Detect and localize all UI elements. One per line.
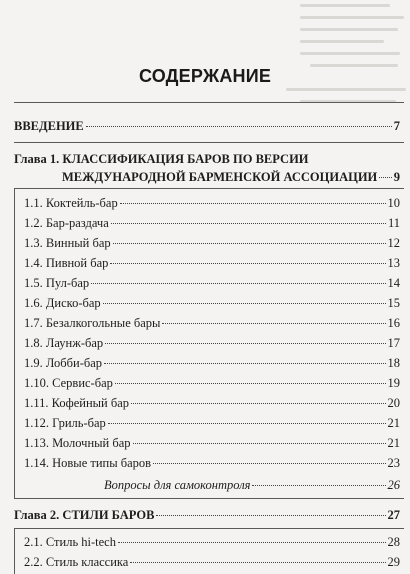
toc-item[interactable] [24, 396, 400, 411]
toc-item[interactable] [24, 555, 400, 570]
toc-item[interactable] [24, 296, 400, 311]
section-divider [14, 142, 404, 143]
toc-item-label: 1.13. Молочный бар [24, 436, 131, 450]
leader-dots [252, 484, 385, 486]
toc-item-label: 2.1. Стиль hi-tech [24, 535, 116, 549]
toc-item-label: 2.2. Стиль классика [24, 555, 129, 569]
toc-entry-intro[interactable] [14, 119, 400, 134]
leader-dots [103, 302, 386, 304]
toc-chapter-1-heading[interactable] [14, 152, 400, 167]
leader-dots [130, 561, 385, 563]
toc-chapter-1-heading-line2[interactable] [62, 170, 400, 185]
toc-item-label: 1.3. Винный бар [24, 236, 111, 250]
toc-page-number: 27 [387, 508, 400, 522]
toc-chapter-label-continued: МЕЖДУНАРОДНОЙ БАРМЕНСКОЙ АССОЦИАЦИИ [62, 170, 378, 184]
toc-item[interactable] [24, 236, 400, 251]
top-divider [14, 102, 404, 103]
toc-item-label: 1.8. Лаунж-бар [24, 336, 104, 350]
toc-page-number: 15 [387, 296, 400, 310]
toc-item-label: Вопросы для самоконтроля [104, 478, 251, 492]
toc-item-label: 1.7. Безалкогольные бары [24, 316, 161, 330]
section-divider [14, 498, 404, 499]
leader-dots [120, 202, 386, 204]
toc-item[interactable] [24, 316, 400, 331]
toc-entry-label: ВВЕДЕНИЕ [14, 119, 84, 133]
toc-chapter-2-heading[interactable] [14, 508, 400, 523]
toc-page-number: 18 [387, 356, 400, 370]
toc-page-number: 20 [387, 396, 400, 410]
toc-chapter-label: Глава 2. СТИЛИ БАРОВ [14, 508, 155, 522]
toc-page-number: 16 [387, 316, 400, 330]
leader-dots [156, 514, 385, 516]
toc-page-number: 17 [387, 336, 400, 350]
toc-page-number: 12 [387, 236, 400, 250]
leader-dots [131, 402, 385, 404]
toc-page-number: 9 [393, 170, 400, 184]
toc-page-number: 7 [393, 119, 400, 133]
section-divider [14, 188, 404, 189]
bleed-through-text [0, 0, 410, 110]
toc-item[interactable] [24, 216, 400, 231]
toc-page-number: 29 [387, 555, 400, 569]
toc-item-label: 1.4. Пивной бар [24, 256, 109, 270]
toc-page-number: 11 [387, 216, 400, 230]
toc-page-number: 23 [387, 456, 400, 470]
leader-dots [110, 262, 385, 264]
toc-page-number: 21 [387, 416, 400, 430]
leader-dots [118, 541, 386, 543]
chapter-1-side-bracket [14, 188, 15, 498]
toc-item-label: 1.12. Гриль-бар [24, 416, 106, 430]
toc-item[interactable] [24, 436, 400, 451]
toc-page-number: 13 [387, 256, 400, 270]
toc-page-number: 26 [387, 478, 400, 492]
toc-item[interactable] [24, 336, 400, 351]
leader-dots [133, 442, 386, 444]
toc-item-label: 1.9. Лобби-бар [24, 356, 103, 370]
chapter-2-side-bracket [14, 528, 15, 574]
toc-item-label: 1.5. Пул-бар [24, 276, 90, 290]
leader-dots [111, 222, 386, 224]
toc-item-label: 1.14. Новые типы баров [24, 456, 152, 470]
toc-item[interactable] [24, 535, 400, 550]
toc-item-label: 1.6. Диско-бар [24, 296, 101, 310]
leader-dots [108, 422, 386, 424]
leader-dots [86, 125, 392, 127]
toc-item[interactable] [24, 196, 400, 211]
page-title: СОДЕРЖАНИЕ [138, 66, 272, 86]
toc-page-number: 14 [387, 276, 400, 290]
toc-item[interactable] [24, 276, 400, 291]
toc-item[interactable] [24, 416, 400, 431]
toc-page-number: 19 [387, 376, 400, 390]
toc-item[interactable] [24, 356, 400, 371]
toc-item[interactable] [24, 376, 400, 391]
toc-item-questions[interactable] [104, 478, 400, 493]
toc-item-label: 1.2. Бар-раздача [24, 216, 109, 230]
leader-dots [379, 176, 391, 178]
toc-item-label: 1.1. Коктейль-бар [24, 196, 118, 210]
leader-dots [104, 362, 385, 364]
section-divider [14, 528, 404, 529]
toc-item-label: 1.11. Кофейный бар [24, 396, 130, 410]
leader-dots [162, 322, 385, 324]
toc-item[interactable] [24, 456, 400, 471]
toc-item-label: 1.10. Сервис-бар [24, 376, 113, 390]
leader-dots [115, 382, 386, 384]
leader-dots [113, 242, 386, 244]
leader-dots [153, 462, 385, 464]
toc-item[interactable] [24, 256, 400, 271]
toc-chapter-label: Глава 1. КЛАССИФИКАЦИЯ БАРОВ ПО ВЕРСИИ [14, 152, 309, 166]
toc-page-number: 28 [387, 535, 400, 549]
leader-dots [105, 342, 385, 344]
toc-page-number: 21 [387, 436, 400, 450]
toc-page-number: 10 [387, 196, 400, 210]
leader-dots [91, 282, 385, 284]
